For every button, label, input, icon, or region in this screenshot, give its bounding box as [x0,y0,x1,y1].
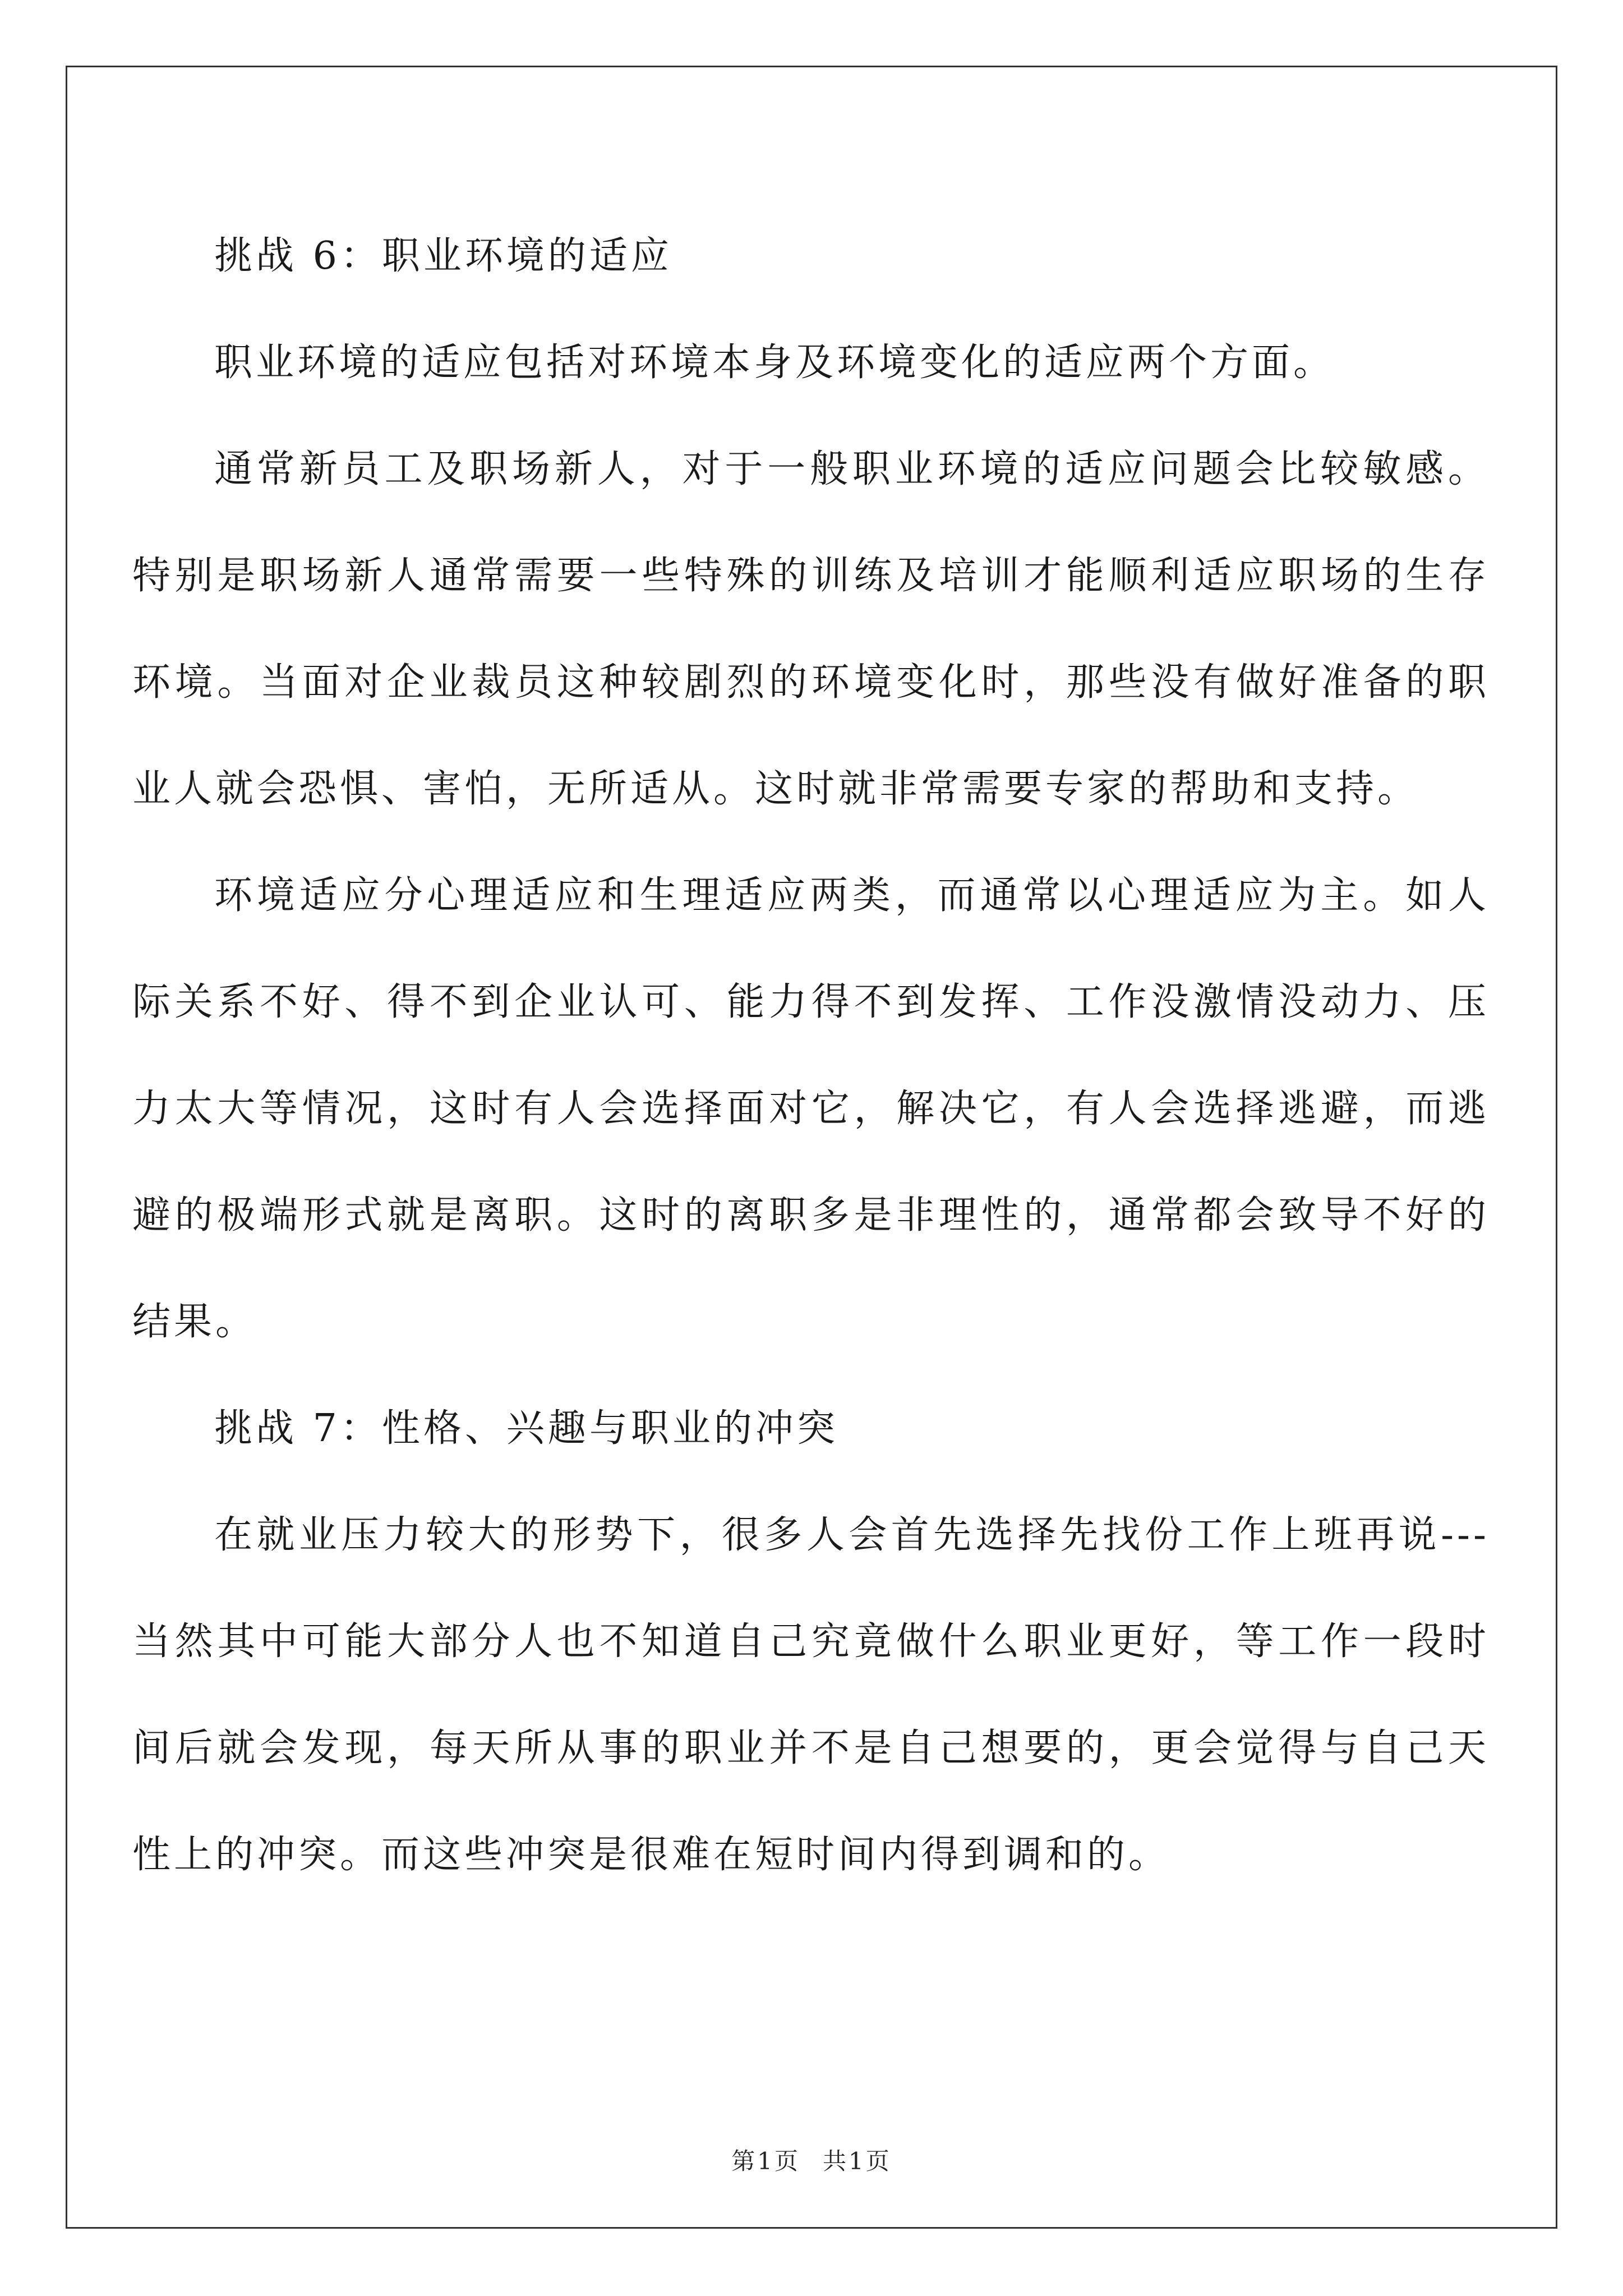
page-footer [0,2145,1623,2178]
page-number-total: 共1页 [823,2147,892,2175]
paragraph-adaptation-types: 环境适应分心理适应和生理适应两类，而通常以心理适应为主。如人际关系不好、得不到企业认可、能力得不到发挥、工作没激情没动力、压力太大等情况，这时有人会选择面对它，解决它，有人会选择逃避，而逃避的极端形式就是离职。这时的离职多是非理性的，通常都会致导不好的结果。 [132,873,1490,1344]
page-number-current: 第1页 [731,2147,800,2175]
paragraph-environment-intro: 职业环境的适应包括对环境本身及环境变化的适应两个方面。 [214,341,1335,385]
paragraph-career-conflict: 在就业压力较大的形势下，很多人会首先选择先找份工作上班再说---当然其中可能大部分人也不知道自己究竟做什么职业更好，等工作一段时间后就会发现，每天所从事的职业并不是自己想要的，更会觉得与自己天性上的冲突。而这些冲突是很难在短时间内得到调和的。 [132,1513,1490,1877]
document-body [132,203,1490,1908]
heading-challenge-6: 挑战 6：职业环境的适应 [214,234,672,278]
heading-challenge-7: 挑战 7：性格、兴趣与职业的冲突 [214,1406,838,1451]
paragraph-new-employees: 通常新员工及职场新人，对于一般职业环境的适应问题会比较敏感。特别是职场新人通常需要一些特殊的训练及培训才能顺利适应职场的生存环境。当面对企业裁员这种较剧烈的环境变化时，那些没有做好准备的职业人就会恐惧、害怕，无所适从。这时就非常需要专家的帮助和支持。 [132,447,1490,811]
